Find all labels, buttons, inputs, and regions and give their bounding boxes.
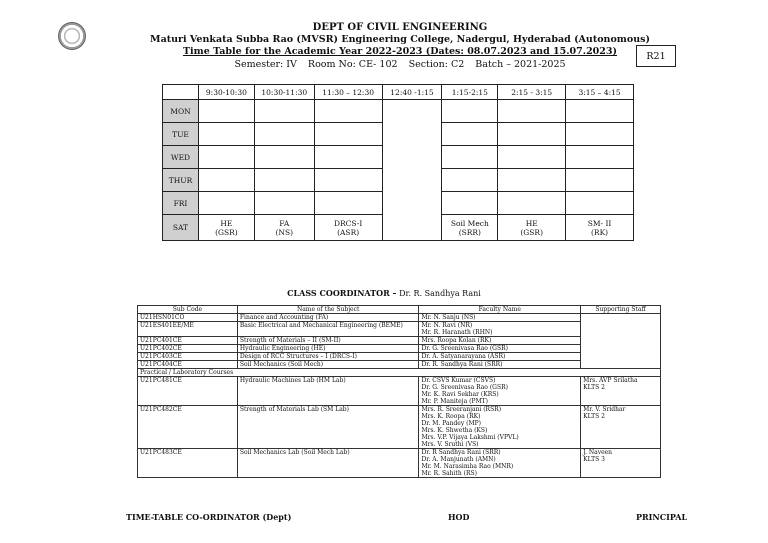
- name-line: Mr. N. Ravi (NR): [421, 322, 473, 329]
- column-header: Sub Code: [138, 306, 238, 314]
- subject-name-cell: Design of RCC Structures – I (DRCS-I): [237, 353, 419, 361]
- class-info: [150, 59, 650, 70]
- subject-name-cell: Strength of Materials Lab (SM Lab): [237, 406, 419, 449]
- period-cell: [566, 123, 634, 146]
- subject-name-cell: Hydraulic Engineering (HE): [237, 345, 419, 353]
- name-line: Mrs. Roopa Kolan (RK): [421, 337, 492, 344]
- faculty-cell: [419, 406, 581, 449]
- name-line: KLTS 2: [583, 413, 605, 420]
- column-header: Name of the Subject: [237, 306, 419, 314]
- table-row: [138, 449, 661, 478]
- column-header: Supporting Staff: [581, 306, 661, 314]
- slot-header: 1:15-2:15: [442, 85, 498, 100]
- sub-code-cell: U21PC483CE: [138, 449, 238, 478]
- name-line: Mr. K. Ravi Sekhar (KRS): [421, 391, 499, 398]
- name-line: Mr. R. Sahith (RS): [421, 470, 477, 477]
- faculty-cell: [419, 314, 581, 322]
- period-cell: [198, 192, 254, 215]
- supporting-staff-cell: [581, 314, 661, 369]
- section-label: Section: C2: [408, 59, 465, 70]
- name-line: Dr. A. Satyanarayana (ASR): [421, 353, 506, 360]
- timetable-heading: Time Table for the Academic Year 2022-2023 (Dates: 08.07.2023 and 15.07.2023): [182, 46, 618, 57]
- subject-name-cell: Hydraulic Machines Lab (HM Lab): [237, 377, 419, 406]
- name-line: Mr. M. Narasimha Rao (MNR): [421, 463, 514, 470]
- period-cell: [498, 146, 566, 169]
- period-cell: [254, 169, 314, 192]
- period-cell: [498, 169, 566, 192]
- period-cell: SM- II (RK): [566, 215, 634, 241]
- name-line: Dr. M. Pandey (MP): [421, 420, 482, 427]
- timetable-coordinator-signature: TIME-TABLE CO-ORDINATOR (Dept): [126, 512, 292, 522]
- name-line: Mrs. V.P. Vijaya Lakshmi (VPVL): [421, 434, 519, 441]
- period-cell: [442, 192, 498, 215]
- subject-name-cell: Soil Mechanics Lab (Soil Mech Lab): [237, 449, 419, 478]
- batch-label: Batch – 2021-2025: [475, 59, 566, 70]
- faculty-cell: [419, 345, 581, 353]
- day-cell: THUR: [163, 169, 199, 192]
- period-cell: Soil Mech (SRR): [442, 215, 498, 241]
- faculty-cell: [419, 337, 581, 345]
- period-cell: [498, 192, 566, 215]
- name-line: Mrs. K. Shwetha (KS): [421, 427, 488, 434]
- period-cell: [198, 169, 254, 192]
- period-cell: [254, 123, 314, 146]
- faculty-cell: [419, 449, 581, 478]
- subject-name-cell: Finance and Accounting (FA): [237, 314, 419, 322]
- period-cell: [442, 146, 498, 169]
- college-logo-icon: [58, 22, 86, 50]
- subject-name-cell: Soil Mechanics (Soil Mech): [237, 361, 419, 369]
- slot-header: 9:30-10:30: [198, 85, 254, 100]
- faculty-cell: [419, 377, 581, 406]
- period-cell: [254, 100, 314, 123]
- name-line: Dr. CSVS Kumar (CSVS): [421, 377, 496, 384]
- period-cell: [198, 123, 254, 146]
- period-cell: FA (NS): [254, 215, 314, 241]
- principal-signature: PRINCIPAL: [636, 512, 688, 522]
- sub-code-cell: U21PC402CE: [138, 345, 238, 353]
- period-cell: [314, 123, 382, 146]
- slot-header: 10:30-11:30: [254, 85, 314, 100]
- hod-signature: HOD: [448, 512, 470, 522]
- period-cell: HE (GSR): [498, 215, 566, 241]
- semester-label: Semester: IV: [234, 59, 297, 70]
- period-cell: [566, 169, 634, 192]
- day-cell: SAT: [163, 215, 199, 241]
- period-cell: [498, 123, 566, 146]
- coordinator-name: Dr. R. Sandhya Rani: [399, 289, 481, 298]
- period-cell: [254, 146, 314, 169]
- period-cell: [198, 100, 254, 123]
- period-cell: [442, 100, 498, 123]
- slot-header: 12:40 -1:15: [382, 85, 442, 100]
- department-title: DEPT OF CIVIL ENGINEERING: [312, 22, 488, 33]
- period-cell: [566, 146, 634, 169]
- sub-code-cell: U21PC401CE: [138, 337, 238, 345]
- corner-cell: [163, 85, 199, 100]
- practical-section-label: Practical / Laboratory Courses: [138, 369, 661, 377]
- subject-name-cell: Basic Electrical and Mechanical Engineering (BEME): [237, 322, 419, 337]
- period-cell: [442, 123, 498, 146]
- faculty-cell: [419, 361, 581, 369]
- name-line: KLTS 3: [583, 456, 605, 463]
- supporting-staff-cell: [581, 377, 661, 406]
- table-row: [138, 377, 661, 406]
- lunch-break-cell: [382, 100, 442, 241]
- day-cell: TUE: [163, 123, 199, 146]
- table-row: [138, 314, 661, 322]
- college-name: Maturi Venkata Subba Rao (MVSR) Engineering College, Nadergul, Hyderabad (Autonomous): [150, 34, 650, 45]
- name-line: Mrs. AVP Srilatha: [583, 377, 638, 384]
- room-label: Room No: CE- 102: [307, 59, 398, 70]
- period-cell: [314, 146, 382, 169]
- faculty-cell: [419, 353, 581, 361]
- name-line: Mrs. R. Sreeranjani (RSR): [421, 406, 502, 413]
- name-line: Mr. N. Sanju (NS): [421, 314, 476, 321]
- table-row: [138, 406, 661, 449]
- name-line: Dr. G. Sreenivasa Rao (GSR): [421, 384, 508, 391]
- period-cell: [198, 146, 254, 169]
- period-cell: [442, 169, 498, 192]
- period-cell: [314, 192, 382, 215]
- day-cell: WED: [163, 146, 199, 169]
- coordinator-label: CLASS COORDINATOR –: [287, 288, 397, 298]
- table-row: [138, 369, 661, 377]
- column-header: Faculty Name: [419, 306, 581, 314]
- period-cell: [498, 100, 566, 123]
- period-cell: [314, 100, 382, 123]
- supporting-staff-cell: [581, 406, 661, 449]
- slot-header: 2:15 - 3:15: [498, 85, 566, 100]
- slot-header: 11:30 – 12:30: [314, 85, 382, 100]
- name-line: Dr. R. Sandhya Rani (SRR): [421, 361, 503, 368]
- name-line: Mrs. V. Sruthi (VS): [421, 441, 479, 448]
- period-cell: [566, 100, 634, 123]
- sub-code-cell: U21PC481CE: [138, 377, 238, 406]
- name-line: Dr. R Sandhya Rani (SRR): [421, 449, 501, 456]
- name-line: Mr. V. Sridhar: [583, 406, 626, 413]
- supporting-staff-cell: [581, 449, 661, 478]
- subject-name-cell: Strength of Materials – II (SM-II): [237, 337, 419, 345]
- name-line: Mrs. K. Roopa (RK): [421, 413, 481, 420]
- sub-code-cell: U21PC482CE: [138, 406, 238, 449]
- sub-code-cell: U21HSN01CO: [138, 314, 238, 322]
- period-cell: [566, 192, 634, 215]
- day-cell: MON: [163, 100, 199, 123]
- subject-faculty-table: [137, 305, 661, 478]
- name-line: Mr. R. Haranath (RHN): [421, 329, 493, 336]
- period-cell: DRCS-I (ASR): [314, 215, 382, 241]
- faculty-cell: [419, 322, 581, 337]
- weekly-timetable: [162, 84, 634, 241]
- class-coordinator: [0, 288, 768, 298]
- name-line: J. Naveen: [583, 449, 613, 456]
- period-cell: [254, 192, 314, 215]
- regulation-badge: R21: [636, 45, 676, 67]
- sub-code-cell: U21ES401EE/ME: [138, 322, 238, 337]
- name-line: KLTS 2: [583, 384, 605, 391]
- name-line: Dr. A. Manjunath (AMN): [421, 456, 496, 463]
- sub-code-cell: U21PC404CE: [138, 361, 238, 369]
- name-line: Dr. G. Sreenivasa Rao (GSR): [421, 345, 508, 352]
- name-line: Mr. P. Maniteja (PMT): [421, 398, 488, 405]
- day-cell: FRI: [163, 192, 199, 215]
- slot-header: 3:15 – 4:15: [566, 85, 634, 100]
- sub-code-cell: U21PC403CE: [138, 353, 238, 361]
- period-cell: [314, 169, 382, 192]
- period-cell: HE (GSR): [198, 215, 254, 241]
